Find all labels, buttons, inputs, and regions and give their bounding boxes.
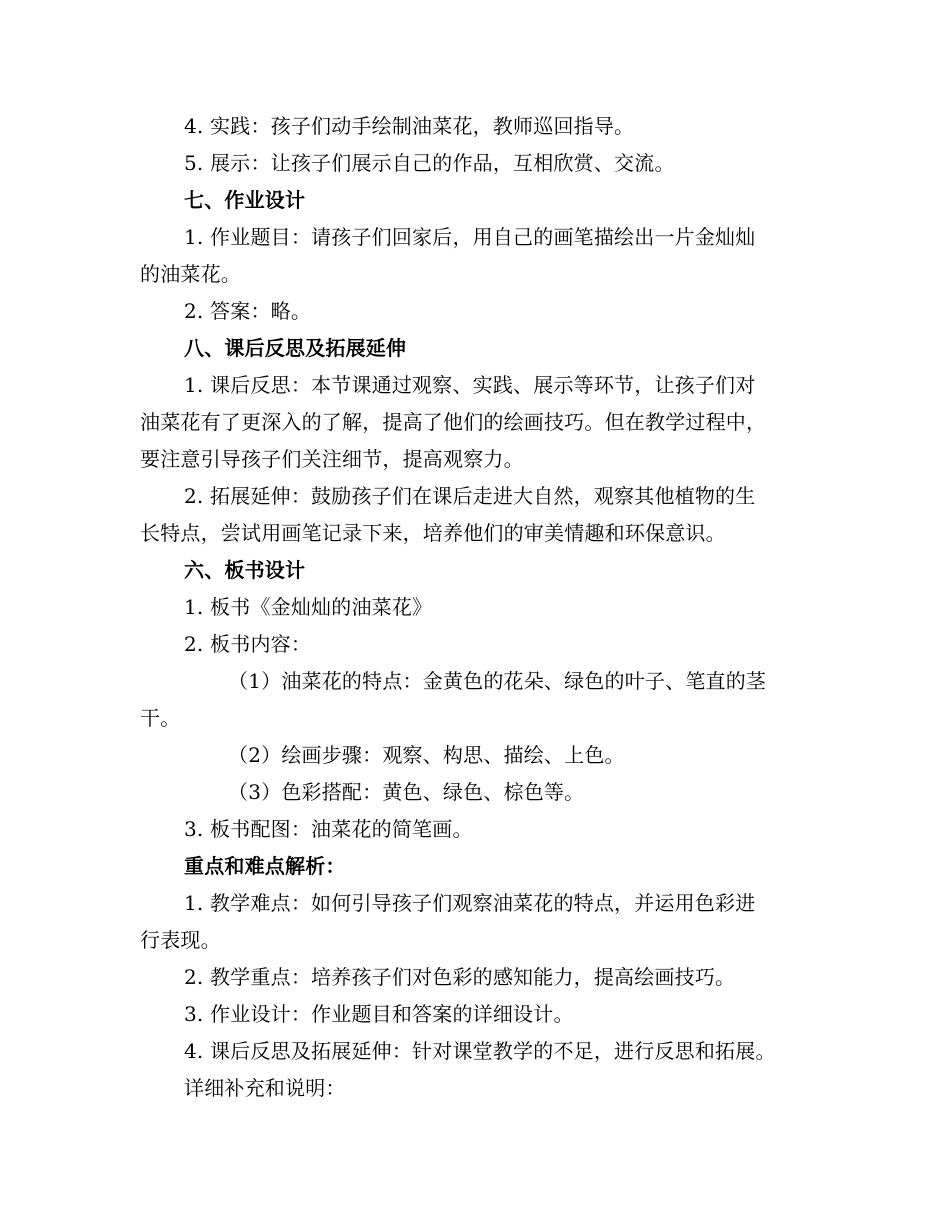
sub-item-steps: （2）绘画步骤：观察、构思、描绘、上色。 bbox=[228, 743, 625, 767]
paragraph-focus: 2. 教学重点：培养孩子们对色彩的感知能力，提高绘画技巧。 bbox=[184, 965, 736, 989]
sub-item-colors: （3）色彩搭配：黄色、绿色、棕色等。 bbox=[228, 780, 585, 804]
sub-item-features: （1）油菜花的特点：金黄色的花朵、绿色的叶子、笔直的茎 bbox=[228, 669, 767, 693]
paragraph-board-content: 2. 板书内容： bbox=[184, 632, 312, 656]
paragraph-supplement: 详细补充和说明： bbox=[184, 1076, 346, 1100]
paragraph-homework-design: 3. 作业设计：作业题目和答案的详细设计。 bbox=[184, 1002, 574, 1026]
section-heading-key-points: 重点和难点解析： bbox=[184, 854, 346, 878]
sub-item-features-cont: 干。 bbox=[140, 706, 181, 730]
section-heading-homework: 七、作业设计 bbox=[184, 188, 306, 212]
section-heading-reflection: 八、课后反思及拓展延伸 bbox=[184, 336, 407, 360]
paragraph-difficulty-cont: 行表现。 bbox=[140, 928, 221, 952]
paragraph-reflection-extension: 4. 课后反思及拓展延伸：针对课堂教学的不足，进行反思和拓展。 bbox=[184, 1039, 776, 1063]
paragraph-reflection: 1. 课后反思：本节课通过观察、实践、展示等环节，让孩子们对 bbox=[184, 373, 756, 397]
paragraph-extension-cont: 长特点，尝试用画笔记录下来，培养他们的审美情趣和环保意识。 bbox=[140, 521, 726, 545]
paragraph-board-image: 3. 板书配图：油菜花的简笔画。 bbox=[184, 817, 473, 841]
paragraph-reflection-cont-1: 油菜花有了更深入的了解，提高了他们的绘画技巧。但在教学过程中， bbox=[140, 410, 767, 434]
paragraph-homework-topic-cont: 的油菜花。 bbox=[140, 262, 241, 286]
list-item-display: 5. 展示：让孩子们展示自己的作品，互相欣赏、交流。 bbox=[184, 151, 675, 175]
section-heading-board: 六、板书设计 bbox=[184, 558, 306, 582]
paragraph-difficulty: 1. 教学难点：如何引导孩子们观察油菜花的特点，并运用色彩进 bbox=[184, 891, 756, 915]
paragraph-homework-topic: 1. 作业题目：请孩子们回家后，用自己的画笔描绘出一片金灿灿 bbox=[184, 225, 756, 249]
paragraph-reflection-cont-2: 要注意引导孩子们关注细节，提高观察力。 bbox=[140, 447, 524, 471]
document-body bbox=[140, 108, 820, 1107]
list-item-practice: 4. 实践：孩子们动手绘制油菜花，教师巡回指导。 bbox=[184, 114, 635, 138]
paragraph-board-title: 1. 板书《金灿灿的油菜花》 bbox=[184, 595, 433, 619]
paragraph-extension: 2. 拓展延伸：鼓励孩子们在课后走进大自然，观察其他植物的生 bbox=[184, 484, 756, 508]
paragraph-homework-answer: 2. 答案：略。 bbox=[184, 299, 312, 323]
